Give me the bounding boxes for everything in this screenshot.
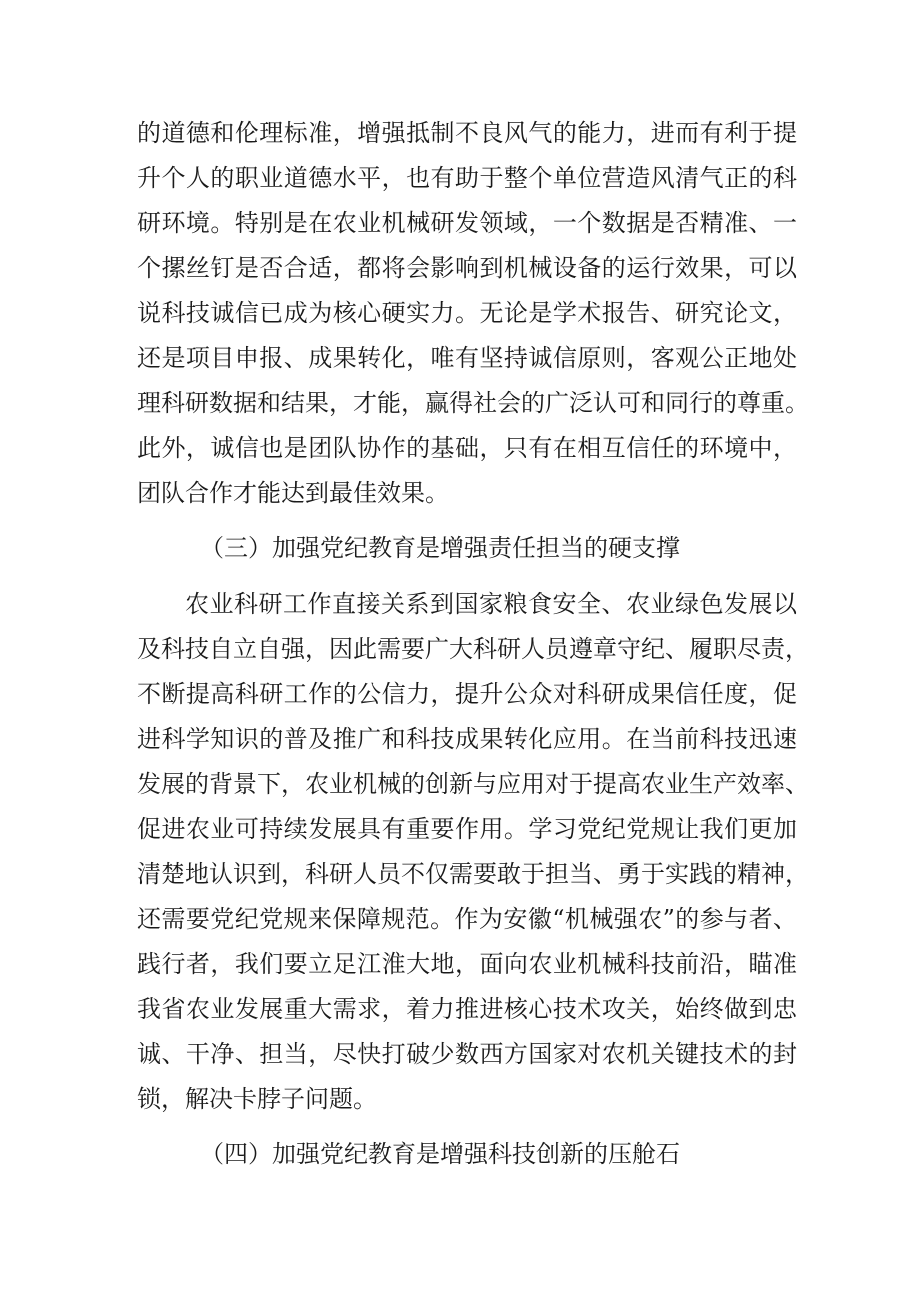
paragraph-2-line-11: 诚、干净、担当，尽快打破少数西方国家对农机关键技术的封 (137, 1040, 797, 1068)
paragraph-1-line-8: 此外，诚信也是团队协作的基础，只有在相互信任的环境中， (137, 434, 797, 462)
paragraph-2-line-5: 发展的背景下，农业机械的创新与应用对于提高农业生产效率、 (137, 770, 809, 798)
paragraph-2-line-10: 我省农业发展重大需求，着力推进核心技术攻关，始终做到忠 (137, 995, 797, 1023)
paragraph-2-line-9: 践行者，我们要立足江淮大地，面向农业机械科技前沿，瞄准 (137, 950, 797, 978)
paragraph-1-line-5: 说科技诚信已成为核心硬实力。无论是学术报告、研究论文， (137, 299, 797, 327)
section-heading-3: （三）加强党纪教育是增强责任担当的硬支撑 (200, 534, 680, 562)
paragraph-2-line-8: 还需要党纪党规来保障规范。作为安徽“机械强农”的参与者、 (137, 905, 797, 933)
paragraph-2-line-1: 农业科研工作直接关系到国家粮食安全、农业绿色发展以 (185, 590, 797, 618)
paragraph-2-line-4: 进科学知识的普及推广和科技成果转化应用。在当前科技迅速 (137, 725, 797, 753)
paragraph-1-line-7: 理科研数据和结果，才能，赢得社会的广泛认可和同行的尊重。 (137, 389, 809, 417)
paragraph-1-line-6: 还是项目申报、成果转化，唯有坚持诚信原则，客观公正地处 (137, 344, 797, 372)
paragraph-2-line-12: 锁，解决卡脖子问题。 (137, 1085, 377, 1113)
paragraph-2-line-7: 清楚地认识到，科研人员不仅需要敢于担当、勇于实践的精神， (137, 860, 809, 888)
paragraph-2-line-3: 不断提高科研工作的公信力，提升公众对科研成果信任度，促 (137, 680, 797, 708)
paragraph-1-line-2: 升个人的职业道德水平，也有助于整个单位营造风清气正的科 (137, 164, 797, 192)
paragraph-1-line-1: 的道德和伦理标准，增强抵制不良风气的能力，进而有利于提 (137, 119, 797, 147)
paragraph-1-line-3: 研环境。特别是在农业机械研发领域，一个数据是否精准、一 (137, 209, 797, 237)
paragraph-1-line-9: 团队合作才能达到最佳效果。 (137, 479, 449, 507)
paragraph-1-line-4: 个摞丝钉是否合适，都将会影响到机械设备的运行效果，可以 (137, 254, 797, 282)
paragraph-2-line-6: 促进农业可持续发展具有重要作用。学习党纪党规让我们更加 (137, 815, 797, 843)
paragraph-2-line-2: 及科技自立自强，因此需要广大科研人员遵章守纪、履职尽责， (137, 635, 809, 663)
section-heading-4: （四）加强党纪教育是增强科技创新的压舱石 (200, 1140, 680, 1168)
